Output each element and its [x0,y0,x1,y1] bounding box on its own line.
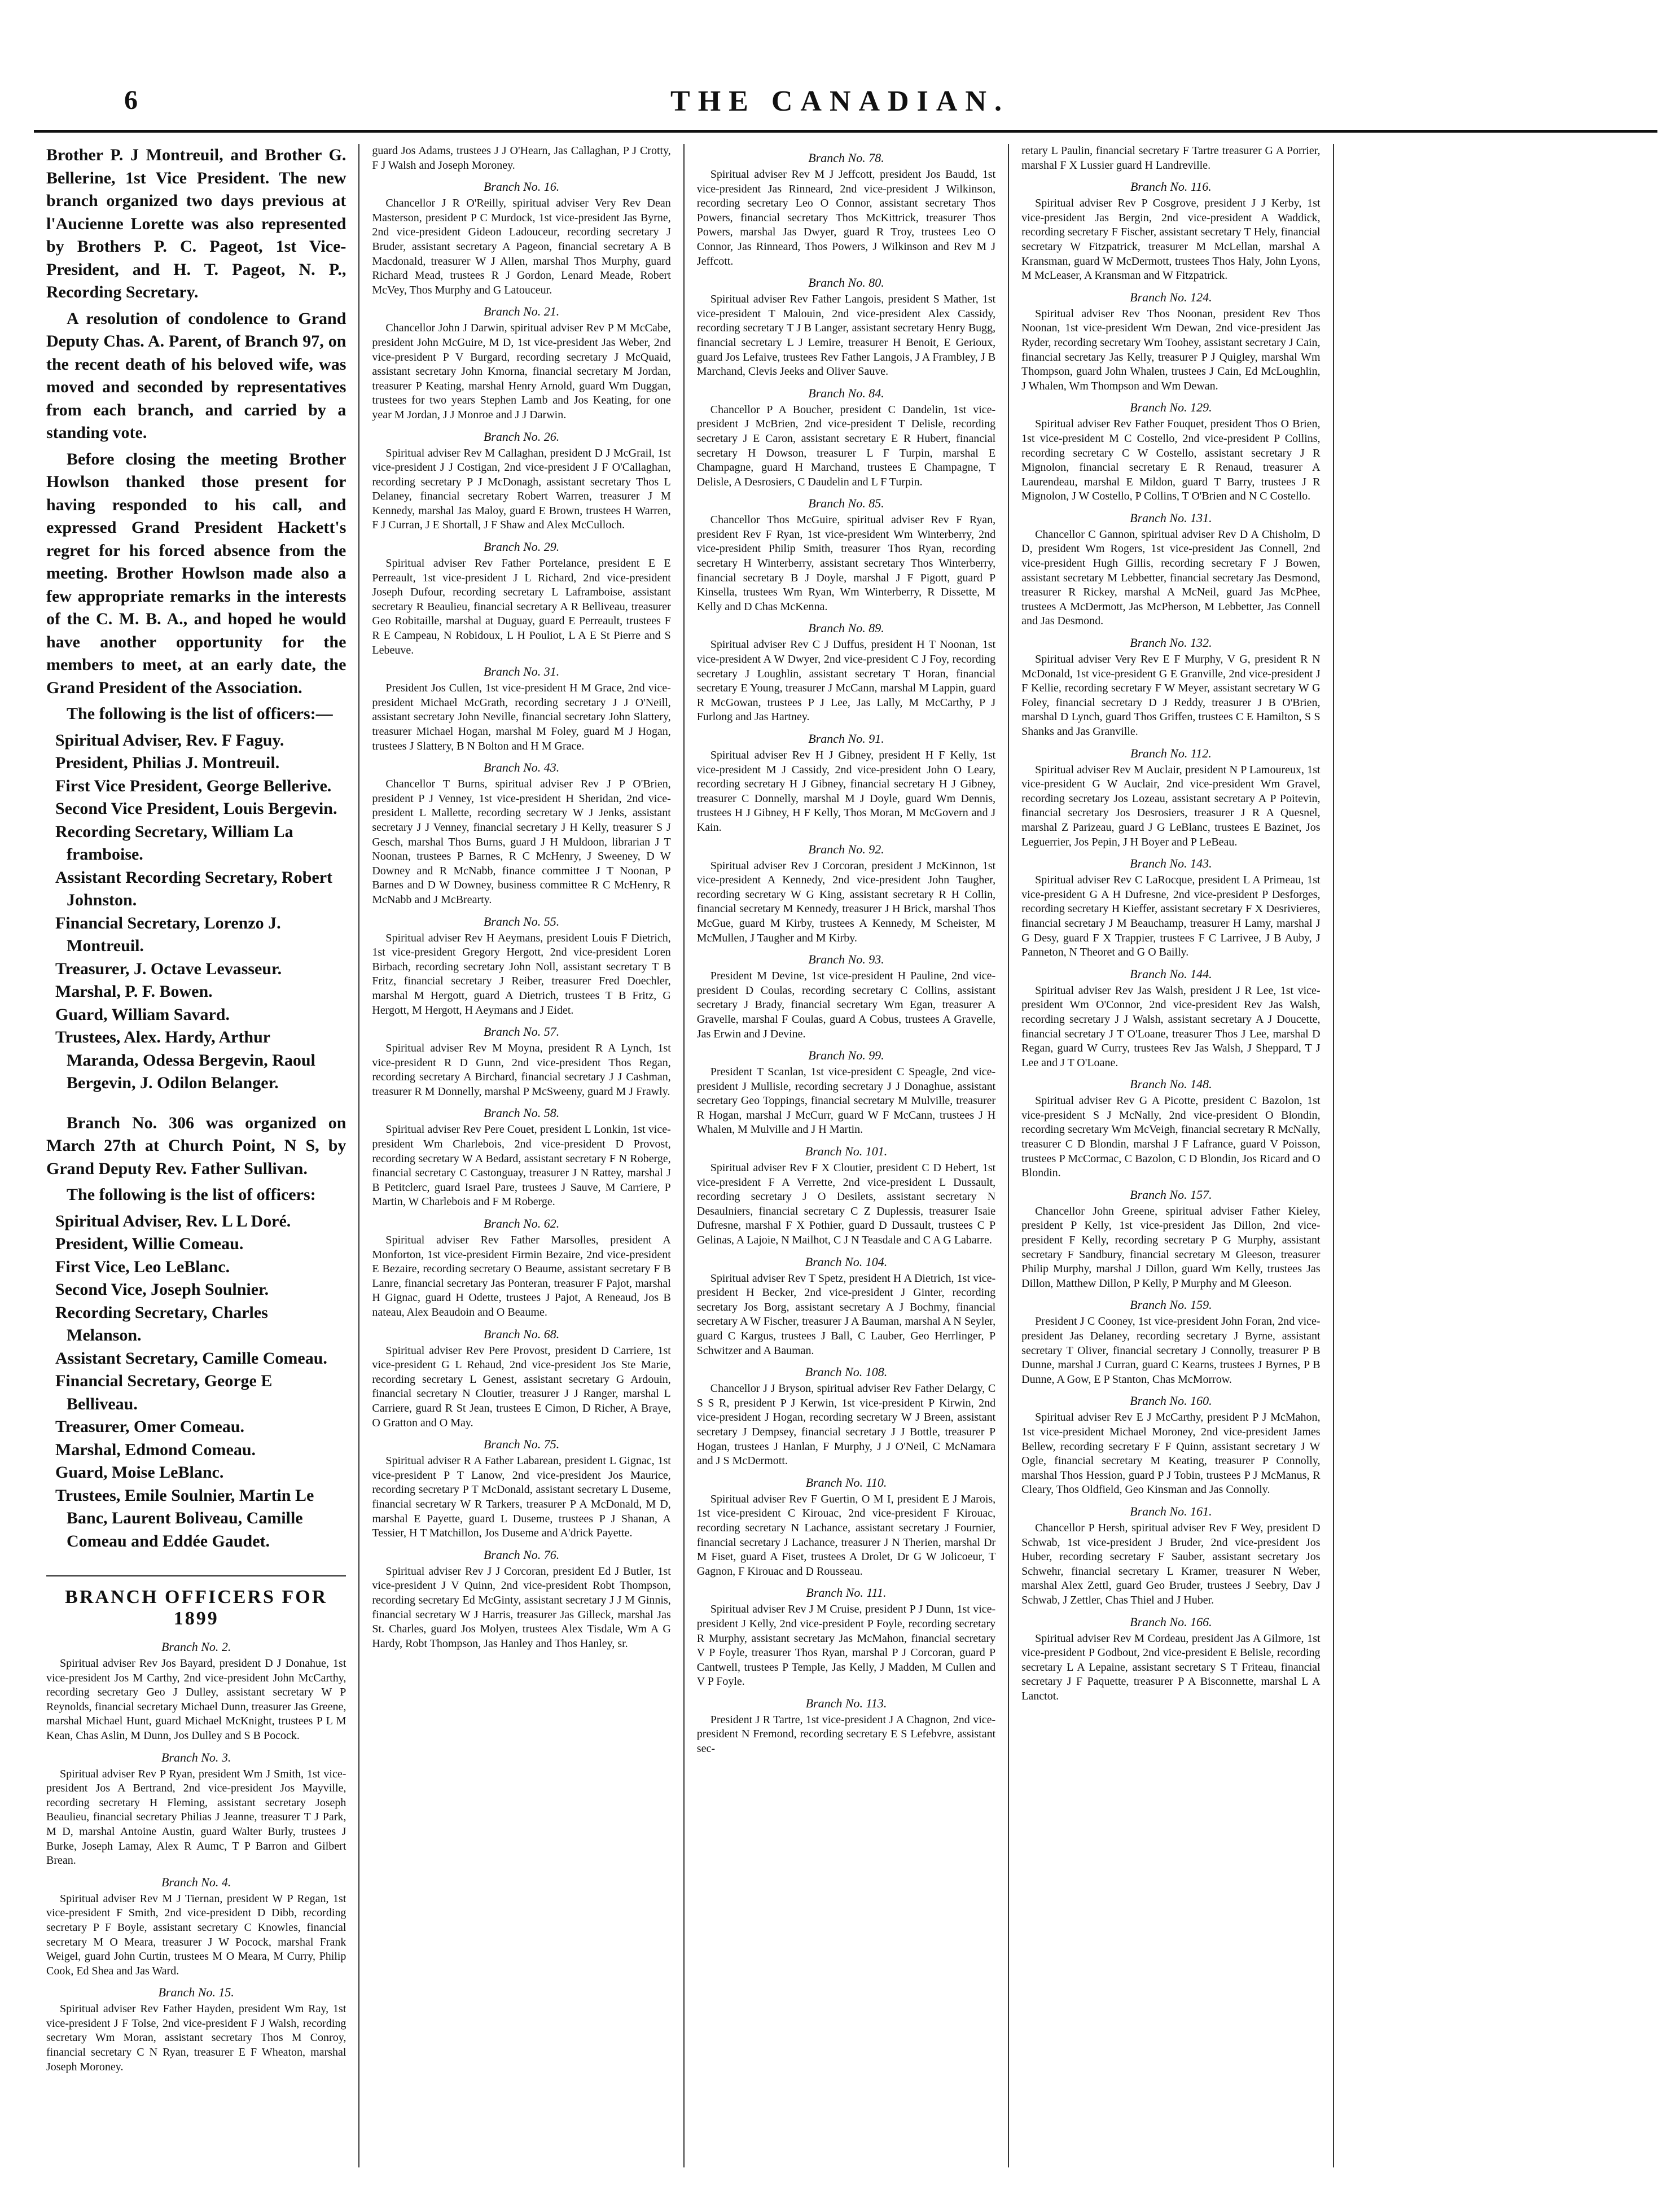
branch-officers-text: Spiritual adviser Rev Pere Couet, president L Lonkin, 1st vice-president Wm Charlebois, 2nd vice-president D Provost, recording secretary W A Bedard, assistant secretary F N Roberge, financial secretary C Castonguay, treasurer J N Rattey, marshal J B Petitclerc, guard Israel Pare, trustees J Sauve, M Carriere, P Martin, W Charlebois and F M Roberge. [372,1123,671,1208]
branch-heading: Branch No. 92. [808,842,884,856]
branch-list [697,151,995,1757]
branch-officers-text: Spiritual adviser Rev P Ryan, president Wm J Smith, 1st vice-president Jos A Bertrand, 2nd vice-president Jos Mayville, recording secretary H Fleming, assistant secretary Joseph Beaulieu, financial secretary Philias J Jeanne, treasurer T J Park, M D, marshal Antoine Austin, guard Walter Burly, trustees J Burke, Joseph Lamay, Alex R Aumc, T P Barron and Gilbert Brean. [46,1767,346,1867]
branch-heading: Branch No. 31. [483,664,560,679]
branch-officers-text: Spiritual adviser Rev M Callaghan, president D J McGrail, 1st vice-president J J Costigan, 2nd vice-president J F O'Callaghan, recording secretary P J McDonagh, assistant secretary Thos L Delaney, financial secretary Robert Warren, treasurer J M Kennedy, marshal Jas Maloy, guard E Brown, trustees H Warren, F J Curran, J E Shortall, J F Shaw and Alex McCulloch. [372,446,671,532]
column-3 [683,144,1008,2167]
branch-officers-text: Spiritual adviser Rev Father Fouquet, president Thos O Brien, 1st vice-president M C Costello, 2nd vice-president P Collins, recording secretary C W Costello, assistant secretary J R Mignolon, financial secretary E R Renaud, treasurer A Laurendeau, marshal E Mildon, guard T Barry, trustees J R Mignolon, J W Costello, P Collins, T O'Brien and N C Costello. [1021,418,1321,503]
branch-officers-text: Chancellor Thos McGuire, spiritual adviser Rev F Ryan, president Rev F Ryan, 1st vice-president Wm Winterberry, 2nd vice-president Philip Smith, treasurer Thos Ryan, recording secretary H Winterberry, assistant secretary Thos Winterberry, financial secretary B J Doyle, marshal J F Pigott, guard P Kinsella, trustees Wm Ryan, Wm Winterberry, R Dissette, M Kelly and D Chas McKenna. [696,514,996,613]
branch-heading: Branch No. 91. [808,732,884,746]
branch-heading: Branch No. 108. [805,1365,888,1379]
officer-list [46,1210,346,1553]
branch-heading: Branch No. 29. [483,540,560,554]
branch-heading: Branch No. 104. [805,1254,888,1269]
officer-line: Second Vice, Joseph Soulnier. [55,1280,269,1299]
branch-officers-text: Spiritual adviser Rev Father Marsolles, president A Monforton, 1st vice-president Firmin Bezaire, 2nd vice-president E Bezaire, recording secretary O Beaume, assistant secretary F B Lanre, financial secretary Jas Ponteran, treasurer F Pajot, marshal H Gignac, guard H Odette, trustees J Pajot, A Reneaud, Jos B nateau, Alex Beaudoin and O Beaume. [372,1234,671,1319]
branch-officers-text: Chancellor P Hersh, spiritual adviser Rev F Wey, president D Schwab, 1st vice-president J Bruder, 2nd vice-president Jos Huber, recording secretary F Sauber, assistant secretary Jos Schwehr, financial secretary L Kramer, treasurer N Weber, marshal Alex Zettl, guard Geo Bruder, trustees J Seebry, Dav J Schwab, J Zettler, Chas Thiel and J Huber. [1021,1521,1321,1606]
branch-officers-text: Spiritual adviser Rev H J Gibney, president H F Kelly, 1st vice-president M J Cassidy, 2nd vice-president John O Leary, recording secretary H J Gibney, financial secretary H J Gibney, treasurer C Donnelly, marshal M J Doyle, guard Wm Dennis, trustees H J Gibney, H F Kelly, Thos Moran, M McGovern and J Kain. [696,749,996,834]
officer-line: Second Vice President, Louis Bergevin. [55,799,337,818]
officer-line: Recording Secretary, Charles Melanson. [55,1303,268,1344]
branch-heading: Branch No. 2. [161,1640,231,1654]
officer-line: Spiritual Adviser, Rev. F Faguy. [55,730,284,750]
branch-officers-text: Spiritual adviser Rev H Aeymans, president Louis F Dietrich, 1st vice-president Gregory Hergott, 2nd vice-president Loren Birbach, recording secretary John Noll, assistant secretary T B Fritz, financial secretary J Reiber, treasurer Fred Doechler, marshal M Hergott, guard A Dietrich, trustees T B Fritz, G Hergott, M Hergott, H Aeymans and J Eidet. [372,931,671,1017]
branch-heading: Branch No. 110. [805,1475,887,1490]
branch-heading: Branch No. 101. [805,1144,888,1159]
column-4 [1008,144,1332,2167]
branch-officers-text: Spiritual adviser Rev M Cordeau, president Jas A Gilmore, 1st vice-president P Godbout, 2nd vice-president E Belisle, recording secretary L A Lepaine, assistant secretary S T Friteau, financial secretary J F Paquette, treasurer P A Bisconnette, marshal L A Lanctot. [1021,1632,1321,1702]
spacer [46,1095,346,1112]
branch-heading: Branch No. 16. [483,179,560,194]
branch-officers-text: Chancellor T Burns, spiritual adviser Rev J P O'Brien, president P J Venney, 1st vice-president H Sheridan, 2nd vice-president L Mallette, recording secretary W J Jenks, assistant secretary J J Venney, financial secretary J H Kelly, treasurer S J Gesch, marshal Thos Burns, guard J H Muldoon, librarian J T Noonan, trustees P Barnes, R C McHenry, J Sweeney, D W Downey and R McNabb, finance committee J T Noonan, P Barnes and D W Downey, business committee R C McHenry, R McNabb and J McBrearty. [372,778,671,906]
branch-officers-text: Spiritual adviser Rev P Cosgrove, president J J Kerby, 1st vice-president Jas Bergin, 2nd vice-president A Waddick, recording secretary F Fischer, assistant secretary T Hely, financial secretary W Fitzpatrick, treasurer M McLellan, marshal A Kransman, guard W McDermott, trustees Thos Haly, John Lyons, M McLeaser, A Kransman and W Fitzpatrick. [1021,197,1321,282]
branch-officers-text: Spiritual adviser Rev Thos Noonan, president Rev Thos Noonan, 1st vice-president Wm Dewan, 2nd vice-president Jas Ryder, recording secretary Wm Toohey, assistant secretary J Cain, financial secretary Jas Kelly, treasurer P J Quigley, marshal Wm Thompson, guard John Whalen, trustees J Cain, Ed McLoughlin, J Whalen, Wm Thompson and Wm Dewan. [1021,307,1321,392]
branch-officers-text: Spiritual adviser Rev M Auclair, president N P Lamoureux, 1st vice-president G W Auclair, 2nd vice-president Wm Gravel, recording secretary Jos Lozeau, assistant secretary A P Poitevin, financial secretary Jos Desrosiers, treasurer J R A Quesnel, marshal Z Parizeau, guard J G LeBlanc, trustees E Bazinet, Jos Leguerrier, Jos Pepin, J H Boyer and P LeBeau. [1021,763,1321,848]
branch-heading: Branch No. 166. [1130,1614,1212,1629]
officer-list [46,729,346,1095]
branch-officers-text: Spiritual adviser Rev M J Tiernan, president W P Regan, 1st vice-president F Smith, 2nd vice-president D Dibb, recording secretary P F Boyle, assistant secretary C Knowles, financial secretary M O Meara, treasurer J W Pocock, marshal Frank Weigel, guard John Curtin, trustees M O Meara, M Curry, Philip Cook, Ed Shea and Jas Ward. [46,1892,346,1977]
continued-text: guard Jos Adams, trustees J J O'Hearn, Jas Callaghan, P J Crotty, F J Walsh and Joseph Moroney. [372,144,671,172]
branch-heading: Branch No. 132. [1130,636,1212,650]
officer-line: Assistant Recording Secretary, Robert Johnston. [55,868,333,909]
branch-officers-text: President J R Tartre, 1st vice-president J A Chagnon, 2nd vice-president N Fremond, recording secretary E S Lefebvre, assistant sec- [696,1713,996,1755]
officer-line: Recording Secretary, William La framboise. [55,822,293,864]
branch-officers-text: President J C Cooney, 1st vice-president John Foran, 2nd vice-president Jas Delaney, recording secretary J Byrne, assistant secretary T Oliver, financial secretary J Connolly, treasurer P B Dunne, marshal J Curran, guard C Kearns, trustees J Byrnes, P B Dunne, A Gow, E P Stanton, Chas McMorrow. [1021,1315,1321,1386]
branch-heading: Branch No. 148. [1130,1077,1212,1092]
branch-heading: Branch No. 157. [1130,1187,1212,1202]
page-header [28,85,1652,124]
branch-heading: Branch No. 161. [1130,1504,1212,1518]
officer-line: First Vice, Leo LeBlanc. [55,1257,230,1276]
officer-line: Financial Secretary, George E Belliveau. [55,1372,273,1413]
branch-officers-text: President M Devine, 1st vice-president H Pauline, 2nd vice-president D Coulas, recording secretary C Collins, assistant secretary J Brady, financial secretary Wm Egan, treasurer A Gravelle, marshal F Coulas, guard A Cobus, trustees A Gravelle, Jas Erwin and J Devine. [696,970,996,1040]
branch-list [372,179,670,1651]
branch-heading: Branch No. 144. [1130,966,1212,981]
branch-heading: Branch No. 62. [483,1216,560,1231]
officer-line: Marshal, Edmond Comeau. [55,1440,256,1459]
officer-line: Treasurer, J. Octave Levasseur. [55,959,282,978]
columns [34,144,1657,2167]
branch-officers-text: Spiritual adviser Rev J M Cruise, president P J Dunn, 1st vice-president J Kelly, 2nd vice-president P Foyle, recording secretary R Murphy, assistant secretary Jas McMahon, financial secretary V P Foyle, treasurer Thos Ryan, marshal P J Corcoran, guard P Cantwell, trustees P Temple, Jas Kelly, J Madden, M Cullen and V P Foyle. [696,1603,996,1688]
header-rule [34,130,1657,133]
branch-heading: Branch No. 3. [161,1750,231,1764]
branch-heading: Branch No. 116. [1130,179,1212,194]
branch-heading: Branch No. 21. [483,304,560,319]
branch-heading: Branch No. 111. [806,1585,887,1600]
branch-officers-text: Spiritual adviser Rev Father Portelance, president E E Perreault, 1st vice-president J L Richard, 2nd vice-president Joseph Dufour, recording secretary L Laframboise, assistant secretary R Beaulieu, financial secretary A R Belliveau, treasurer Geo Robitaille, marshal at Duguay, guard E Perreault, trustees F R E Campeau, N Robidoux, L H Pouliot, L A E St Pierre and S Lebeuve. [372,557,671,656]
officer-line: Guard, William Savard. [55,1005,230,1024]
branch-officers-text: Chancellor J J Bryson, spiritual adviser Rev Father Delargy, C S S R, president P J Kerwin, 1st vice-president P Kirwin, 2nd vice-president J Hogan, recording secretary W J Breen, assistant secretary J Dempsey, financial secretary J J Bottle, treasurer P Hogan, trustees J Hanlan, F Murphy, J J O'Neil, C McNamara and J S McDermott. [696,1382,996,1468]
branch-officers-text: President T Scanlan, 1st vice-president C Speagle, 2nd vice-president J Mullisle, recording secretary J J Donaghue, assistant secretary Geo Toppings, financial secretary M Mulville, treasurer R Hogan, marshal J McCurr, guard W F McCann, trustees J H Whalen, M Mulville and J H Martin. [696,1066,996,1136]
branch-officers-text: Chancellor John J Darwin, spiritual adviser Rev P M McCabe, president John McGuire, M D, 1st vice-president Jas Weber, 2nd vice-president P V Burgard, recording secretary J McQuaid, assistant secretary John Kmorna, financial secretary M Jordan, treasurer P Keating, marshal Henry Arnold, guard Wm Duggan, trustees for two years Stephen Lamb and Jos Keating, for one year M Jordan, J J Monroe and J J Darwin. [372,322,671,421]
branch-heading: Branch No. 84. [808,386,884,400]
branch-heading: Branch No. 99. [808,1048,884,1063]
officer-line: Financial Secretary, Lorenzo J. Montreuil. [55,913,281,955]
branch-officers-text: Spiritual adviser R A Father Labarean, president L Gignac, 1st vice-president P T Lanow, 2nd vice-president Jos Maurice, recording secretary P T McDonald, assistant secretary L Duseme, financial secretary W R Tarkers, treasurer P A McDonald, M D, marshal E Payette, guard L Duseme, trustees P J Shanan, A Tessier, H T Matchillon, Jos Duseme and A'drick Payette. [372,1455,671,1540]
branch-heading: Branch No. 129. [1130,400,1212,415]
column-5 [1333,144,1657,2167]
branch-officers-text: President Jos Cullen, 1st vice-president H M Grace, 2nd vice-president Michael McGrath, recording secretary J J O'Neill, assistant secretary John Neville, financial secretary John Slattery, treasurer Michael Hogan, marshal M Foley, guard M J Hogan, trustees J Slattery, B N Bolton and H M Grace. [372,682,671,752]
branch-officers-text: Spiritual adviser Rev C LaRocque, president L A Primeau, 1st vice-president G A H Dufresne, 2nd vice-president P Desforges, recording secretary H Kieffer, assistant secretary F X Desrivieres, financial secretary J M Beauchamp, treasurer H Lamy, marshal J G Desy, guard F X Trappier, trustees F C Larrivee, J B Auby, J Panneton, N Theoret and G O Bailly. [1021,874,1321,959]
page-number: 6 [124,85,138,115]
paragraph: Branch No. 306 was organized on March 27th at Church Point, N S, by Grand Deputy Rev. Father Sullivan. [46,1113,346,1178]
section-heading: BRANCH OFFICERS FOR 1899 [46,1575,346,1630]
officer-line: Assistant Secretary, Camille Comeau. [55,1348,327,1368]
branch-heading: Branch No. 43. [483,760,560,775]
branch-officers-text: Spiritual adviser Rev C J Duffus, president H T Noonan, 1st vice-president A W Dwyer, 2nd vice-president C J Foy, recording secretary J Loughlin, assistant secretary T Horan, financial secretary E Young, treasurer J McCann, marshal M Lappin, guard R McGowan, trustees P J Lee, Jas Lally, M McCarthy, P J Furlong and Jas Hartney. [696,638,996,724]
branch-officers-text: Spiritual adviser Rev T Spetz, president H A Dietrich, 1st vice-president H Becker, 2nd vice-president J Ginter, recording secretary Jos Borg, assistant secretary A J Bochmy, financial secretary A W Fischer, treasurer J A Bauman, marshal A N Seyler, guard C Kargus, trustees J Ball, C Lauber, Geo Herrlinger, P Schwitzer and A Bauman. [696,1272,996,1357]
branch-heading: Branch No. 143. [1130,856,1212,871]
branch-heading: Branch No. 80. [808,275,884,290]
branch-heading: Branch No. 89. [808,621,884,636]
officer-line: Trustees, Alex. Hardy, Arthur Maranda, Odessa Bergevin, Raoul Bergevin, J. Odilon Belanger. [55,1028,315,1092]
branch-officers-text: Chancellor J R O'Reilly, spiritual adviser Very Rev Dean Masterson, president P C Murdock, 1st vice-president Jas Byrne, 2nd vice-president Gideon Ladouceur, recording secretary J Bruder, assistant secretary A Pageon, financial secretary A B Macdonald, treasurer W J Allen, marshal Thos Murphy, guard Richard Mead, trustees R J Gordon, Lenard Meade, Robert McVey, Thos Murphy and G Latouceur. [372,197,671,296]
branch-heading: Branch No. 75. [483,1437,560,1452]
column-2 [358,144,683,2167]
branch-heading: Branch No. 113. [805,1696,887,1710]
branch-list [46,1640,346,2074]
officer-line: First Vice President, George Bellerive. [55,776,332,795]
branch-heading: Branch No. 68. [483,1326,560,1341]
masthead: THE CANADIAN. [670,85,1010,117]
list-intro: The following is the list of officers: [67,1185,316,1204]
branch-officers-text: Spiritual adviser Rev F X Cloutier, president C D Hebert, 1st vice-president F A Verrette, 2nd vice-president L Dussault, recording secretary J O Desilets, assistant secretary N Desaulniers, financial secretary C Z Duplessis, treasurer Isaie Dufresne, marshal F X Pothier, guard D Dussault, trustees C P Gelinas, A Lajoie, N Mailhot, C J N Teasdale and C A G Labarre. [696,1162,996,1247]
branch-officers-text: Spiritual adviser Rev F Guertin, O M I, president E J Marois, 1st vice-president C Kirouac, 2nd vice-president F Kirouac, recording secretary N Lachance, assistant secretary J Fournier, financial secretary J Lachance, treasurer J N Therien, marshal Dr M Fiset, guard A Fiset, trustees A Drolet, Dr G W Jolicoeur, T Gagnon, F Kirouac and D Rousseau. [696,1492,996,1578]
officer-line: President, Willie Comeau. [55,1234,244,1253]
list-intro: The following is the list of officers:— [67,704,333,723]
branch-officers-text: Chancellor P A Boucher, president C Dandelin, 1st vice-president J McBrien, 2nd vice-president T Delisle, recording secretary J E Caron, assistant secretary E R Hubert, financial secretary H Dowson, treasurer L F Turpin, marshal E Champagne, guard H Marchand, trustees E Champagne, T Delisle, A Desrosiers, C Daudelin and L F Turpin. [696,403,996,488]
branch-heading: Branch No. 85. [808,496,884,511]
branch-heading: Branch No. 15. [158,1985,234,2000]
branch-heading: Branch No. 4. [161,1874,231,1889]
branch-officers-text: Spiritual adviser Rev Jas Walsh, president J R Lee, 1st vice-president Wm O'Connor, 2nd vice-president Rev Jas Walsh, recording secretary J J Walsh, assistant secretary A J Doucette, financial secretary J T O'Loane, treasurer Thos J Lee, marshal D Regan, guard W Curry, trustees Rev Jas Walsh, J Sheppard, T J Lee and J T O'Loane. [1021,984,1321,1069]
branch-heading: Branch No. 55. [483,914,560,928]
officer-line: Marshal, P. F. Bowen. [55,982,213,1001]
paragraph: Before closing the meeting Brother Howlson thanked those present for having responded to his call, and expressed Grand President Hackett's regret for his forced absence from the meeting. Brother Howlson made also a few appropriate remarks in the interests of the C. M. B. A., and hoped he would have another opportunity for the members to meet, at an early date, the Grand President of the Association. [46,449,346,697]
branch-heading: Branch No. 124. [1130,290,1212,304]
paragraph: A resolution of condolence to Grand Deputy Chas. A. Parent, of Branch 97, on the recent death of his beloved wife, was moved and seconded by representatives from each branch, and carried by a standing vote. [46,309,346,442]
branch-officers-text: Spiritual adviser Rev Father Langois, president S Mather, 1st vice-president T Malouin, 2nd vice-president Alex Cassidy, recording secretary T J B Langer, assistant secretary Henry Bugg, financial secretary L J Lemire, treasurer H Benoit, E Gerioux, guard Jos Lefaive, trustees Rev Father Langois, J A Frambley, J B Marchand, Clevis Jeeks and Oliver Sauve. [696,293,996,378]
branch-officers-text: Spiritual adviser Rev J J Corcoran, president Ed J Butler, 1st vice-president J V Quinn, 2nd vice-president Robt Thompson, recording secretary Ed McGinty, assistant secretary J J M Ginnis, financial secretary W J Harris, treasurer Jas Gilleck, marshal Jas St. Charles, guard Jos Molyen, trustees Alex Tisdale, Wm A G Hardy, Robt Thompson, Jas Hanley and Thos Hanley, sr. [372,1565,671,1650]
officer-line: President, Philias J. Montreuil. [55,754,280,772]
branch-officers-text: Spiritual adviser Very Rev E F Murphy, V G, president R N McDonald, 1st vice-president G E Granville, 2nd vice-president J F Kellie, recording secretary F W Meyer, assistant secretary W G Foley, financial secretary D J Reddy, treasurer J B O'Brien, marshal D Lynch, guard Thos Griffen, trustees C E Hamilton, S S Shanks and Jas Granville. [1021,653,1321,738]
branch-officers-text: Chancellor C Gannon, spiritual adviser Rev D A Chisholm, D D, president Wm Rogers, 1st vice-president Jas Connell, 2nd vice-president Hugh Gillis, recording secretary F J Bowen, assistant secretary M Lebbetter, financial secretary Jas Desmond, treasurer R Rickey, marshal A McNeil, guard Jas McPhee, trustees A McDermott, Jas McPherson, M Lebbetter, Jas Connell and Jas Desmond. [1021,528,1321,628]
officer-line: Trustees, Emile Soulnier, Martin Le Banc, Laurent Boliveau, Camille Comeau and Eddée Gaudet. [55,1486,314,1550]
branch-heading: Branch No. 57. [483,1024,560,1039]
branch-officers-text: Spiritual adviser Rev Jos Bayard, president D J Donahue, 1st vice-president Jos M Carthy, 2nd vice-president John McCarthy, recording secretary Geo J Dulley, assistant secretary W P Reynolds, financial secretary Michael Dunn, treasurer Jas Greene, marshal Michael Hunt, guard Michael McKnight, trustees P L M Kean, Chas Aslin, M Dunn, Jos Dulley and S B Pocock. [46,1657,346,1742]
branch-heading: Branch No. 159. [1130,1298,1212,1312]
officer-line: Guard, Moise LeBlanc. [55,1463,224,1482]
branch-officers-text: Spiritual adviser Rev Father Hayden, president Wm Ray, 1st vice-president J F Tolse, 2nd vice-president F J Walsh, recording secretary Wm Moran, assistant secretary Thos M Conroy, financial secretary C N Ryan, treasurer E F Wheaton, marshal Joseph Moroney. [46,2003,346,2073]
branch-heading: Branch No. 131. [1130,510,1212,525]
officer-line: Treasurer, Omer Comeau. [55,1417,244,1436]
branch-officers-text: Spiritual adviser Rev E J McCarthy, president P J McMahon, 1st vice-president Michael Moroney, 2nd vice-president James Bellew, recording secretary F F Quinn, assistant secretary J W Ogle, financial secretary M Keating, treasurer P Connolly, marshal Thos Hession, guard P J Tobin, trustees P J McManus, R Cleary, Thos Oldfield, Geo Kinsman and Jas Connolly. [1021,1411,1321,1496]
column-1 [34,144,358,2167]
officer-line: Spiritual Adviser, Rev. L L Doré. [55,1211,291,1230]
branch-heading: Branch No. 76. [483,1547,560,1562]
branch-officers-text: Spiritual adviser Rev G A Picotte, president C Bazolon, 1st vice-president S J McNally, 2nd vice-president O Blondin, recording secretary Wm McVeigh, financial secretary R McNally, treasurer C D Blondin, marshal J F Lafrance, guard V Poisson, trustees P McCormac, C Bazolon, C D Blondin, Jos Ricard and O Blondin. [1021,1094,1321,1180]
branch-heading: Branch No. 112. [1130,746,1212,760]
branch-officers-text: Spiritual adviser Rev Pere Provost, president D Carriere, 1st vice-president G L Rehaud, 2nd vice-president Jos Ste Marie, recording secretary L Genest, assistant secretary G Ardouin, financial secretary N Cloutier, treasurer J J Ranger, marshal L Carriere, guard R St Jean, trustees E Cimon, D Richer, A Braye, O Gratton and O May. [372,1344,671,1429]
branch-list [1021,179,1320,1703]
branch-heading: Branch No. 58. [483,1106,560,1120]
continued-text: retary L Paulin, financial secretary F Tartre treasurer G A Porrier, marshal F X Lussier guard H Landreville. [1021,144,1321,172]
branch-heading: Branch No. 26. [483,429,560,444]
branch-officers-text: Spiritual adviser Rev M J Jeffcott, president Jos Baudd, 1st vice-president Jas Rinneard, 2nd vice-president J Wilkinson, recording secretary Leo O Connor, assistant secretary Thos Powers, financial secretary Thos McKittrick, treasurer Thos Powers, marshal Jas Dwyer, guard R Troy, trustees Leo O Connor, Jas Rinneard, Thos Powers, J Wilkinson and Rev M J Jeffcott. [696,168,996,268]
branch-officers-text: Spiritual adviser Rev M Moyna, president R A Lynch, 1st vice-president R D Gunn, 2nd vice-president Thos Regan, recording secretary A Birchard, financial secretary J J Cashman, treasurer R M Donnelly, marshal P McSweeny, guard M J Frawly. [372,1042,671,1098]
branch-heading: Branch No. 78. [808,151,884,165]
paragraph: Brother P. J Montreuil, and Brother G. Bellerine, 1st Vice President. The new branch organized two days previous at l'Aucienne Lorette was also represented by Brothers P. C. Pageot, 1st Vice-President, and H. T. Pageot, N. P., Recording Secretary. [46,146,346,301]
branch-heading: Branch No. 93. [808,952,884,967]
branch-heading: Branch No. 160. [1130,1394,1212,1408]
branch-officers-text: Chancellor John Greene, spiritual adviser Father Kieley, president P Kelly, 1st vice-president Jas Dillon, 2nd vice-president F Kelly, recording secretary P G Murphy, assistant secretary F Sandbury, financial secretary M Gleeson, treasurer Philip Murphy, marshal J Dillon, guard Wm Kelly, trustees Jas Dillon, Matthew Dillon, P Kelly, P Murphy and M Gleeson. [1021,1204,1321,1290]
branch-officers-text: Spiritual adviser Rev J Corcoran, president J McKinnon, 1st vice-president A Kennedy, 2nd vice-president John Taugher, recording secretary W G King, assistant secretary R H Collin, financial secretary M Kennedy, treasurer J H Brick, marshal Thos McGue, guard M Kirby, trustees A Kennedy, M Scheister, M McMullen, J Taugher and M Kirby. [696,859,996,944]
